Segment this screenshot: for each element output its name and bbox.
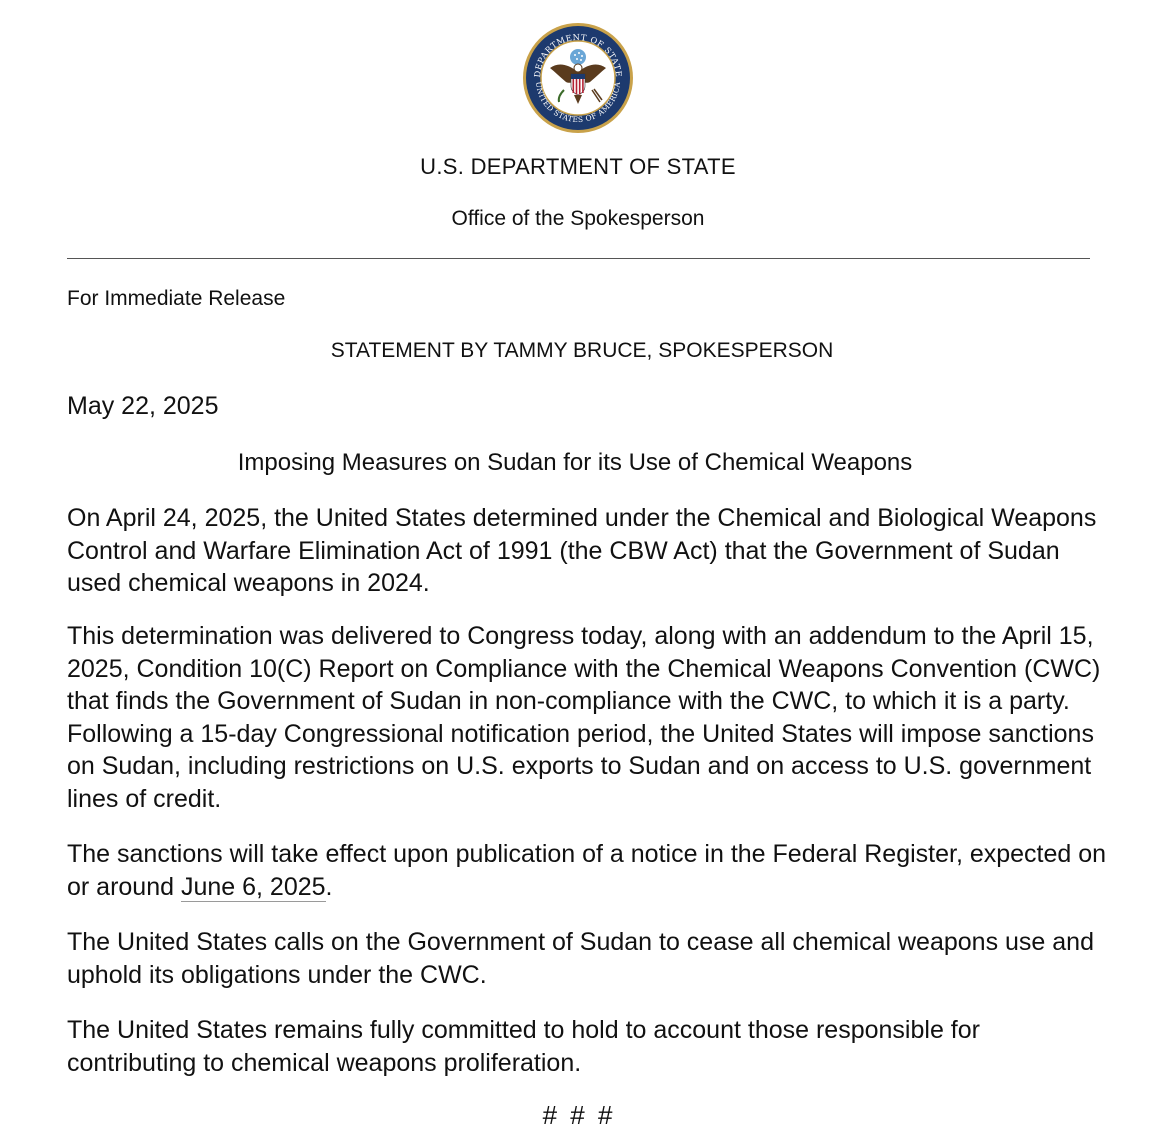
header-divider	[67, 258, 1090, 259]
paragraph-sanctions-effective	[67, 838, 1107, 903]
svg-text:DEPARTMENT OF STATE: DEPARTMENT OF STATE	[531, 31, 625, 78]
release-date: May 22, 2025	[67, 392, 219, 420]
paragraph-commitment: The United States remains fully committed to hold to account those responsible for contributing to chemical weapons proliferation.	[67, 1016, 980, 1077]
department-name: U.S. DEPARTMENT OF STATE	[420, 154, 736, 179]
effective-date-link[interactable]: June 6, 2025	[180, 872, 326, 901]
paragraph-sanctions-period: .	[325, 872, 333, 901]
department-of-state-seal	[522, 22, 634, 134]
paragraph-determination: On April 24, 2025, the United States determined under the Chemical and Biological Weapons Control and Warfare Elimination Act of 1991 (the CBW Act) that the Government of Sudan used chemical weapons in 2024.	[67, 504, 1097, 597]
statement-title: Imposing Measures on Sudan for its Use of Chemical Weapons	[237, 449, 913, 476]
end-of-release-mark: # # #	[542, 1100, 616, 1130]
paragraph-call-to-action: The United States calls on the Government of Sudan to cease all chemical weapons use and uphold its obligations under the CWC.	[67, 928, 1094, 989]
paragraph-congress-delivery: This determination was delivered to Congress today, along with an addendum to the April 15, 2025, Condition 10(C) Report on Compliance with the Chemical Weapons Convention (CWC) that finds the Government of Sudan in non-compliance with the CWC, to which it is a party. Following a 15-day Congressional notification period, the United States will impose sanctions on Sudan, including restrictions on U.S. exports to Sudan and on access to U.S. government lines of credit.	[67, 622, 1101, 813]
statement-attribution: STATEMENT BY TAMMY BRUCE, SPOKESPERSON	[330, 339, 834, 362]
release-label: For Immediate Release	[67, 287, 286, 310]
svg-text:UNITED STATES OF AMERICA: UNITED STATES OF AMERICA	[533, 81, 623, 125]
paragraph-sanctions-text: The sanctions will take effect upon publication of a notice in the Federal Register, expected on or around	[67, 840, 1107, 901]
office-name: Office of the Spokesperson	[451, 207, 705, 230]
